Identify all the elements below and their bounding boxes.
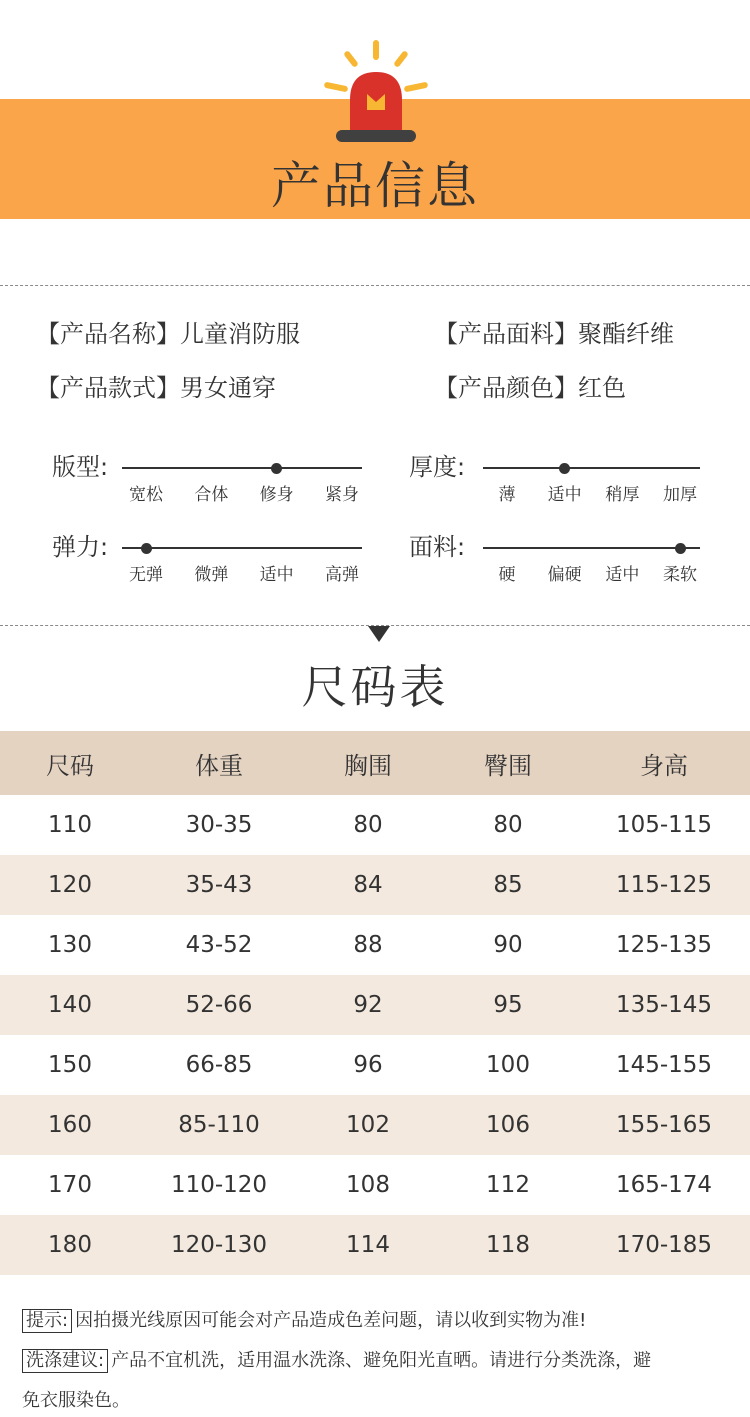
table-cell: 35-43 <box>185 872 253 898</box>
triangle-down-icon <box>368 626 390 642</box>
scale-option: 微弹 <box>194 565 229 585</box>
page-title: 产品信息 <box>271 157 479 215</box>
scale-option: 修身 <box>259 485 294 505</box>
header-cell: 臀围 <box>484 751 532 780</box>
table-cell: 80 <box>493 812 523 838</box>
wash-label: 洗涤建议: <box>22 1349 108 1373</box>
table-cell: 118 <box>486 1232 530 1258</box>
siren-icon <box>310 36 440 148</box>
scale-marker <box>271 463 282 474</box>
header-cell: 身高 <box>640 751 688 780</box>
scale-track <box>122 467 362 469</box>
info-product-fabric: 【产品面料】聚酯纤维 <box>434 320 674 348</box>
scale-marker <box>675 543 686 554</box>
scale-label-material: 面料: <box>409 533 466 561</box>
table-cell: 110 <box>48 812 92 838</box>
scale-option: 偏硬 <box>547 565 582 585</box>
scale-option: 紧身 <box>325 485 359 505</box>
table-cell: 90 <box>493 932 523 958</box>
table-cell: 106 <box>486 1112 530 1138</box>
table-cell: 88 <box>353 932 383 958</box>
tip-note <box>22 1309 586 1333</box>
scale-option: 稍厚 <box>605 485 640 505</box>
table-cell: 150 <box>48 1052 92 1078</box>
header-cell: 尺码 <box>46 751 94 780</box>
table-cell: 130 <box>48 932 92 958</box>
table-row <box>0 795 750 855</box>
table-cell: 160 <box>48 1112 92 1138</box>
table-cell: 115-125 <box>615 872 713 898</box>
table-cell: 120-130 <box>170 1232 268 1258</box>
scale-option: 宽松 <box>129 485 163 505</box>
scale-label-thickness: 厚度: <box>409 453 466 481</box>
table-cell: 108 <box>346 1172 390 1198</box>
table-cell: 120 <box>48 872 92 898</box>
scale-label-fit: 版型: <box>52 453 109 481</box>
table-cell: 140 <box>48 992 92 1018</box>
table-cell: 145-155 <box>615 1052 713 1078</box>
scale-label-elasticity: 弹力: <box>52 533 109 561</box>
table-cell: 80 <box>353 812 383 838</box>
divider <box>0 285 750 286</box>
scale-option: 柔软 <box>663 565 697 585</box>
table-cell: 43-52 <box>185 932 253 958</box>
scale-option: 适中 <box>259 565 294 585</box>
table-cell: 92 <box>353 992 383 1018</box>
table-cell: 96 <box>353 1052 383 1078</box>
table-cell: 66-85 <box>185 1052 253 1078</box>
table-cell: 165-174 <box>615 1172 713 1198</box>
scale-option: 合体 <box>194 485 229 505</box>
table-row <box>0 855 750 915</box>
table-cell: 102 <box>346 1112 390 1138</box>
size-table <box>0 731 750 1275</box>
wash-note-continued: 免衣服染色。 <box>22 1390 130 1411</box>
table-cell: 180 <box>48 1232 92 1258</box>
table-cell: 170-185 <box>615 1232 713 1258</box>
table-cell: 135-145 <box>615 992 713 1018</box>
table-cell: 30-35 <box>185 812 253 838</box>
scale-option: 高弹 <box>325 565 359 585</box>
tip-label: 提示: <box>22 1309 72 1333</box>
size-chart-title: 尺码表 <box>301 660 449 714</box>
table-cell: 85-110 <box>178 1112 260 1138</box>
scale-option: 适中 <box>605 565 640 585</box>
info-product-color: 【产品颜色】红色 <box>434 374 626 402</box>
table-cell: 100 <box>486 1052 530 1078</box>
table-row <box>0 1215 750 1275</box>
info-product-name: 【产品名称】儿童消防服 <box>36 320 300 348</box>
scale-marker <box>141 543 152 554</box>
table-row <box>0 1155 750 1215</box>
scale-option: 适中 <box>547 485 582 505</box>
size-table-header <box>0 731 750 795</box>
table-cell: 112 <box>486 1172 530 1198</box>
table-cell: 95 <box>493 992 523 1018</box>
scale-track <box>483 467 700 469</box>
table-row <box>0 915 750 975</box>
table-row <box>0 1095 750 1155</box>
table-cell: 52-66 <box>185 992 253 1018</box>
scale-marker <box>559 463 570 474</box>
scale-option: 加厚 <box>663 485 697 505</box>
table-cell: 110-120 <box>170 1172 268 1198</box>
scale-option: 无弹 <box>129 565 163 585</box>
table-cell: 155-165 <box>615 1112 713 1138</box>
info-product-style: 【产品款式】男女通穿 <box>36 374 276 402</box>
table-cell: 85 <box>493 872 523 898</box>
table-cell: 125-135 <box>615 932 713 958</box>
wash-text: 产品不宜机洗，适用温水洗涤、避免阳光直晒。请进行分类洗涤，避 <box>111 1350 652 1371</box>
header-cell: 胸围 <box>344 751 392 780</box>
scale-option: 薄 <box>498 485 516 505</box>
table-cell: 105-115 <box>615 812 713 838</box>
table-cell: 114 <box>346 1232 390 1258</box>
table-cell: 84 <box>353 872 383 898</box>
wash-note <box>22 1349 651 1373</box>
header-cell: 体重 <box>195 751 243 780</box>
scale-option: 硬 <box>498 565 516 585</box>
table-row <box>0 975 750 1035</box>
table-row <box>0 1035 750 1095</box>
scale-track <box>122 547 362 549</box>
scale-track <box>483 547 700 549</box>
tip-text: 因拍摄光线原因可能会对产品造成色差问题，请以收到实物为准! <box>75 1310 587 1331</box>
table-cell: 170 <box>48 1172 92 1198</box>
